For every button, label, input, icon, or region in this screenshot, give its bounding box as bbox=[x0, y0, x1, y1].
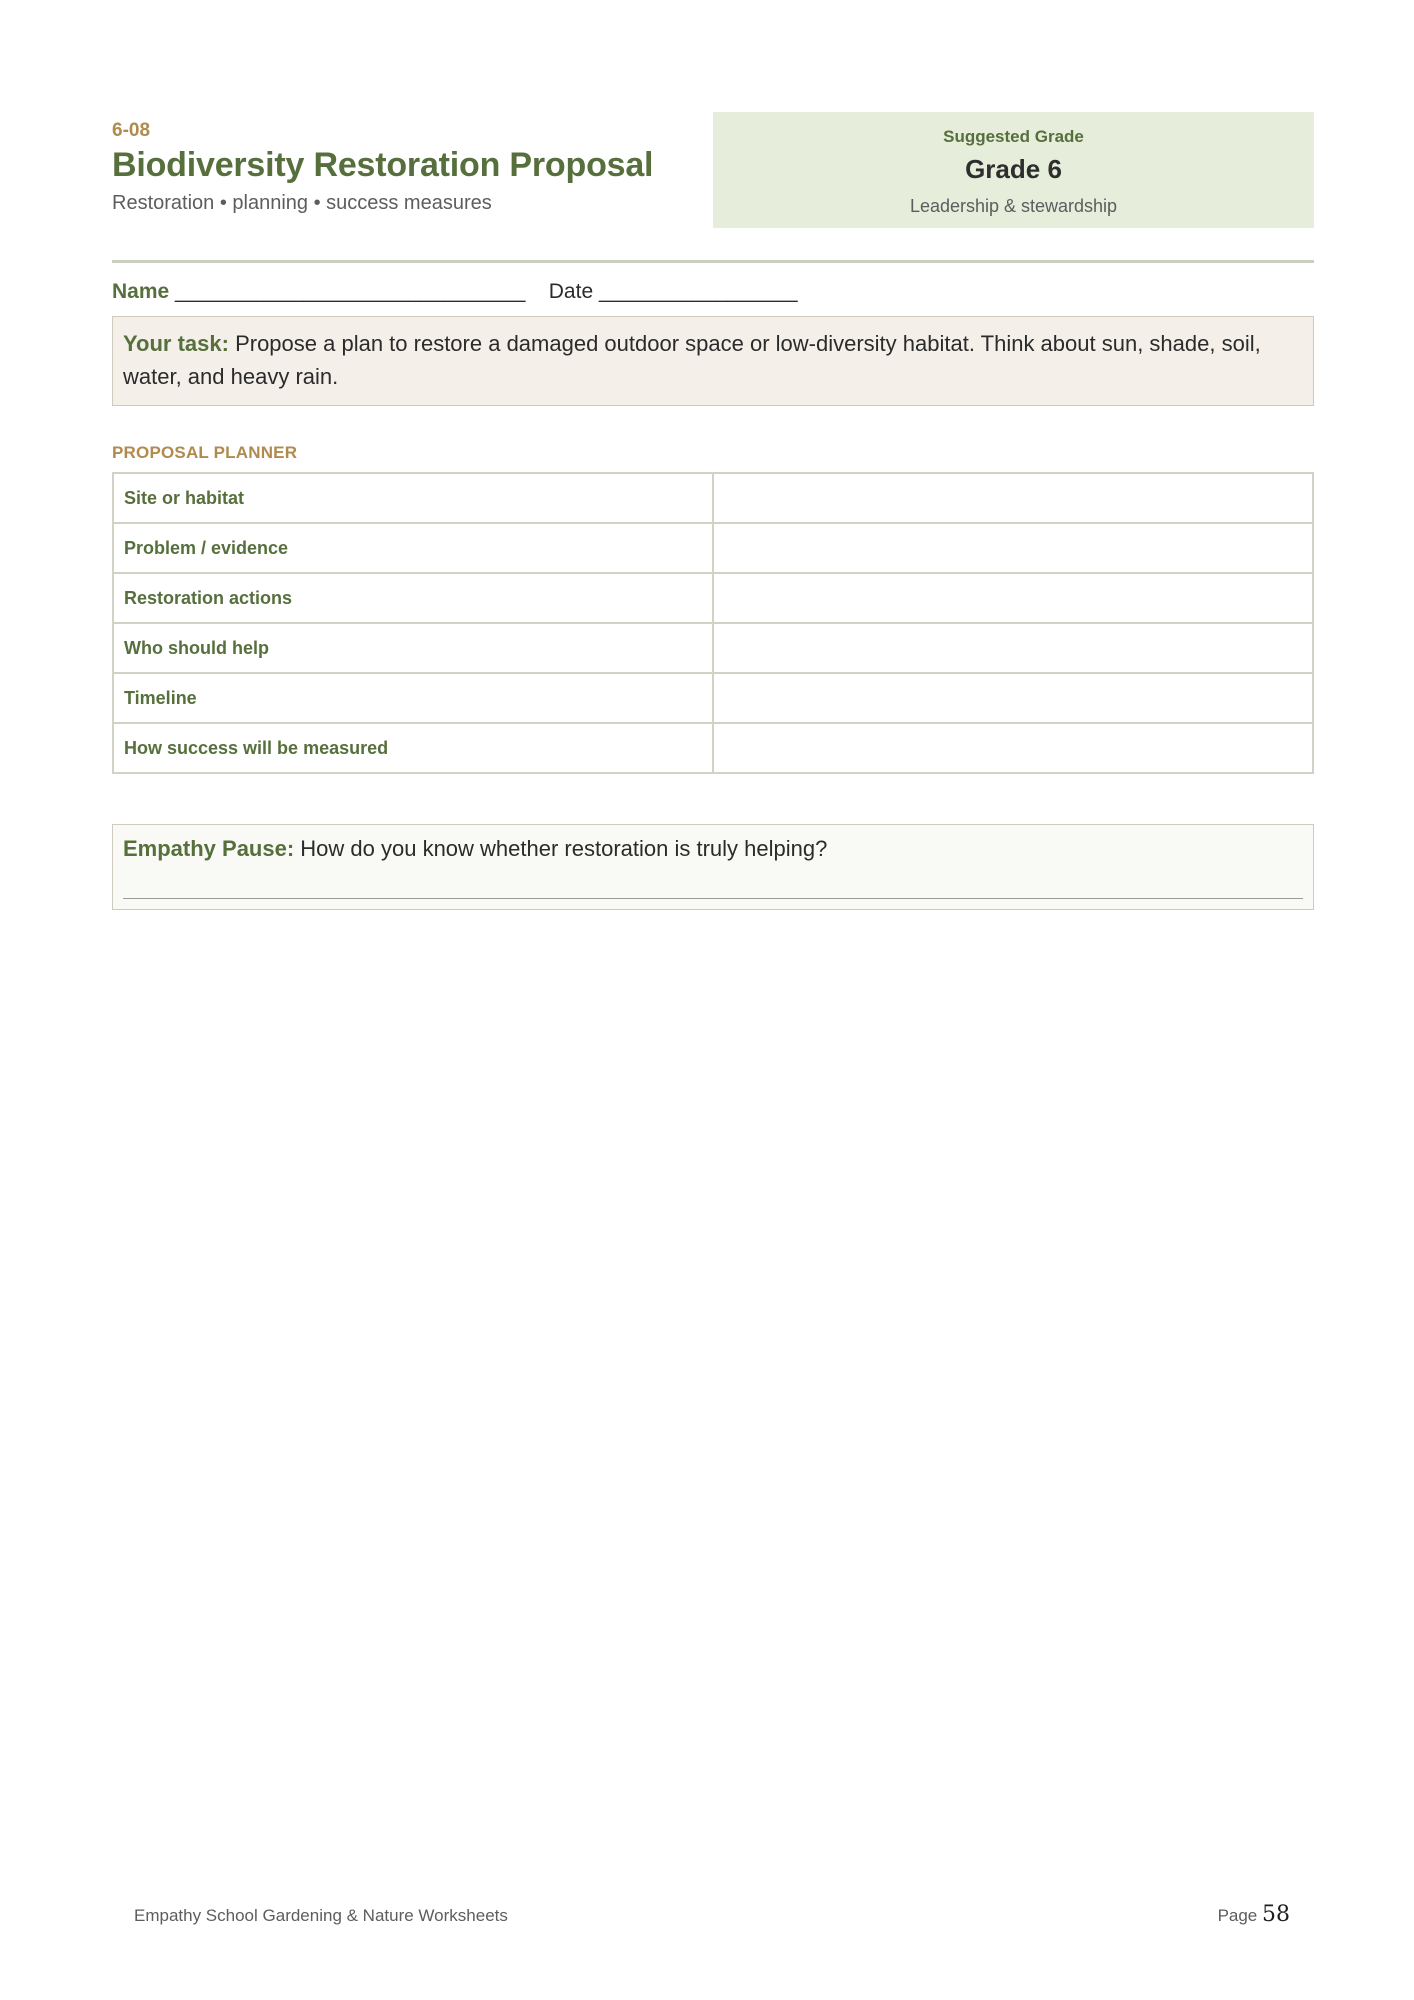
row-label: Timeline bbox=[113, 673, 713, 723]
empathy-answer-line[interactable] bbox=[123, 898, 1303, 899]
grade-label: Suggested Grade bbox=[943, 127, 1084, 146]
row-label: Restoration actions bbox=[113, 573, 713, 623]
grade-value: Grade 6 bbox=[965, 154, 1062, 184]
row-label: Problem / evidence bbox=[113, 523, 713, 573]
title-block bbox=[112, 110, 702, 216]
planner-heading: PROPOSAL PLANNER bbox=[112, 443, 298, 462]
row-answer-field[interactable] bbox=[713, 473, 1313, 523]
worksheet-code: 6-08 bbox=[112, 120, 151, 141]
empathy-label: Empathy Pause: bbox=[123, 836, 295, 861]
row-answer-field[interactable] bbox=[713, 623, 1313, 673]
row-answer-field[interactable] bbox=[713, 573, 1313, 623]
name-date-line bbox=[112, 278, 798, 306]
empathy-prompt bbox=[123, 835, 1303, 863]
empathy-question: How do you know whether restoration is truly helping? bbox=[294, 836, 828, 861]
table-row bbox=[113, 573, 1313, 623]
row-answer-field[interactable] bbox=[713, 673, 1313, 723]
page-subtitle: Restoration • planning • success measures bbox=[112, 192, 492, 214]
task-box bbox=[112, 316, 1314, 406]
footer-page bbox=[1218, 1901, 1290, 1930]
header-divider bbox=[112, 260, 1314, 263]
worksheet-page bbox=[112, 110, 1314, 861]
name-field[interactable]: ______________________________ bbox=[169, 280, 526, 303]
table-row bbox=[113, 523, 1313, 573]
row-label: Who should help bbox=[113, 623, 713, 673]
row-answer-field[interactable] bbox=[713, 523, 1313, 573]
table-row bbox=[113, 673, 1313, 723]
row-label: Site or habitat bbox=[113, 473, 713, 523]
table-row bbox=[113, 623, 1313, 673]
page-label: Page bbox=[1217, 1906, 1258, 1925]
date-label: Date bbox=[548, 280, 594, 303]
row-answer-field[interactable] bbox=[713, 723, 1313, 773]
table-row bbox=[113, 473, 1313, 523]
task-label: Your task: bbox=[123, 331, 229, 356]
grade-description: Leadership & stewardship bbox=[909, 196, 1118, 216]
task-text: Propose a plan to restore a damaged outdoor space or low-diversity habitat. Think about sun, shade, soil, water, and heavy rain. bbox=[123, 331, 1261, 389]
date-field[interactable]: _________________ bbox=[593, 280, 798, 303]
name-label: Name bbox=[112, 280, 170, 303]
proposal-planner-table bbox=[112, 472, 1314, 774]
worksheet-header bbox=[112, 110, 1314, 228]
empathy-pause-box bbox=[112, 824, 1314, 910]
page-title: Biodiversity Restoration Proposal bbox=[112, 146, 654, 184]
suggested-grade-box bbox=[713, 112, 1314, 228]
row-label: How success will be measured bbox=[113, 723, 713, 773]
footer-series-title: Empathy School Gardening & Nature Worksheets bbox=[134, 1906, 508, 1925]
table-row bbox=[113, 723, 1313, 773]
page-number: 58 bbox=[1262, 1902, 1290, 1927]
